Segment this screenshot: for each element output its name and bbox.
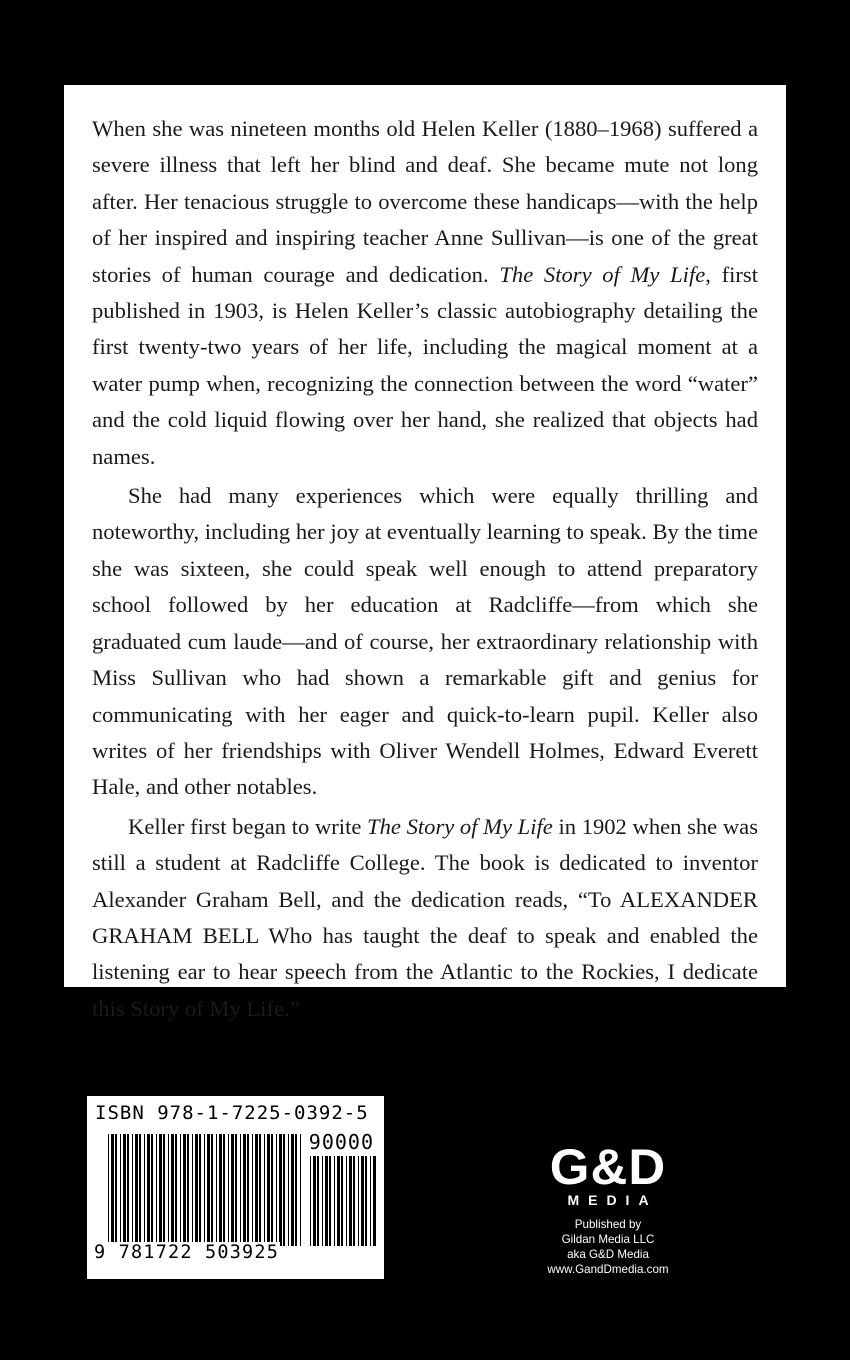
book-title-italic: The Story of My Life (499, 261, 706, 287)
barcode-bar (291, 1134, 294, 1246)
barcode-bar (211, 1134, 213, 1246)
barcode-bar (175, 1134, 177, 1246)
barcode-bar (346, 1156, 347, 1246)
barcode-bar (325, 1156, 328, 1246)
publisher-logo: G&D (549, 1139, 667, 1195)
barcode-bar (247, 1134, 249, 1246)
publisher-website[interactable]: www.GandDmedia.com (547, 1263, 669, 1276)
blurb-paragraph-2: She had many experiences which were equally thrilling and noteworthy, including her joy at eventually learning to speak. By the time she was sixteen, she could speak well enough to attend preparatory school followed by her education at Radcliffe—from which she graduated cum laude—and of course, her extraordinary relationship with Miss Sullivan who had shown a remarkable gift and genius for communicating with her eager and quick-to-learn pupil. Keller also writes of her friendships with Oliver Wendell Holmes, Edward Everett Hale, and other notables. (92, 483, 758, 800)
publisher-logo-subtitle: MEDIA (567, 1192, 658, 1208)
publisher-name: Gildan Media LLC (561, 1233, 655, 1246)
barcode-bar (187, 1134, 189, 1246)
barcode-bar (317, 1156, 319, 1246)
barcode-bar (120, 1134, 121, 1246)
blurb-paragraph-1 (92, 111, 758, 475)
barcode-bar (192, 1134, 193, 1246)
barcode-bar (235, 1134, 237, 1246)
barcode-bar (300, 1134, 301, 1246)
barcode-bar (144, 1134, 145, 1246)
publisher-info (508, 1217, 708, 1277)
barcode-bar (123, 1134, 126, 1246)
barcode-bar (341, 1156, 343, 1246)
barcode-bar (373, 1156, 376, 1246)
blurb-text: When she was nineteen months old Helen Keller (1880–1968) suffered a severe illness that left her blind and deaf. She became mute not long after. Her tenacious struggle to overcome these handicaps—with the help of her inspired and inspiring teacher Anne Sullivan—is one of the great stories of human courage and dedication. (92, 116, 758, 287)
blurb-text: Keller first began to write (128, 813, 368, 839)
publisher-aka: aka G&D Media (567, 1248, 649, 1261)
barcode-bar (252, 1134, 253, 1246)
barcode-bar (219, 1134, 222, 1246)
barcode-bar (151, 1134, 153, 1246)
barcode-bar (168, 1134, 169, 1246)
ean-digits: 9 781722 503925 (94, 1242, 280, 1263)
barcode-bar (276, 1134, 277, 1246)
addon-barcode-bars (309, 1156, 377, 1262)
barcode-bar (337, 1156, 340, 1246)
barcode-bar (310, 1156, 311, 1246)
published-by-label: Published by (574, 1218, 642, 1231)
barcode-bar (195, 1134, 198, 1246)
barcode-bar (255, 1134, 258, 1246)
barcode-bar (135, 1134, 138, 1246)
barcode-bar (139, 1134, 141, 1246)
barcode-bar (322, 1156, 323, 1246)
price-code: 90000 (308, 1130, 374, 1154)
barcode-bar (159, 1134, 162, 1246)
barcode-bar (183, 1134, 186, 1246)
blurb-text: , first published in 1903, is Helen Keller’s classic autobiography detailing the first twenty-two years of her life, including the magical moment at a water pump when, recognizing the connection between the word “water” and the cold liquid flowing over her hand, she realized that objects had names. (92, 261, 758, 469)
isbn-barcode (87, 1096, 384, 1279)
barcode-bar (240, 1134, 241, 1246)
barcode-bar (163, 1134, 165, 1246)
barcode-bar (259, 1134, 261, 1246)
barcode-bar (288, 1134, 289, 1246)
barcode-bar (349, 1156, 352, 1246)
barcode-bar (216, 1134, 217, 1246)
barcode-bar (283, 1134, 285, 1246)
blurb-text: in 1902 when she was still a student at Radcliffe College. The book is dedicated to inventor Alexander Graham Bell, and the dedication reads, “To ALEXANDER GRAHAM BELL Who has taught the deaf to speak and enabled the listening ear to hear speech from the Atlantic to the Rockies, I dedicate this Story of My Life.” (92, 813, 758, 1021)
barcode-bar (156, 1134, 157, 1246)
barcode-bar (370, 1156, 371, 1246)
barcode-bar (361, 1156, 364, 1246)
blurb-paragraph-3 (92, 809, 758, 1027)
barcode-bar (199, 1134, 201, 1246)
barcode-bar (264, 1134, 265, 1246)
barcode-bar (334, 1156, 335, 1246)
barcode-bar (365, 1156, 367, 1246)
barcode-bar (353, 1156, 355, 1246)
barcode-bar (295, 1134, 297, 1246)
back-cover-blurb (64, 85, 786, 1021)
barcode-bar (279, 1134, 282, 1246)
barcode-bar (204, 1134, 205, 1246)
publisher-block (508, 1139, 708, 1277)
barcode-bar (132, 1134, 133, 1246)
barcode-bar (313, 1156, 316, 1246)
book-title-italic: The Story of My Life (367, 813, 553, 839)
barcode-bar (243, 1134, 246, 1246)
barcode-bar (207, 1134, 210, 1246)
barcode-bar (147, 1134, 150, 1246)
barcode-bar (358, 1156, 359, 1246)
barcode-bar (180, 1134, 181, 1246)
barcode-bar (127, 1134, 129, 1246)
isbn-label: ISBN 978-1-7225-0392-5 (95, 1102, 369, 1124)
barcode-bar (267, 1134, 270, 1246)
barcode-bar (329, 1156, 331, 1246)
barcode-bar (271, 1134, 273, 1246)
barcode-bar (171, 1134, 174, 1246)
